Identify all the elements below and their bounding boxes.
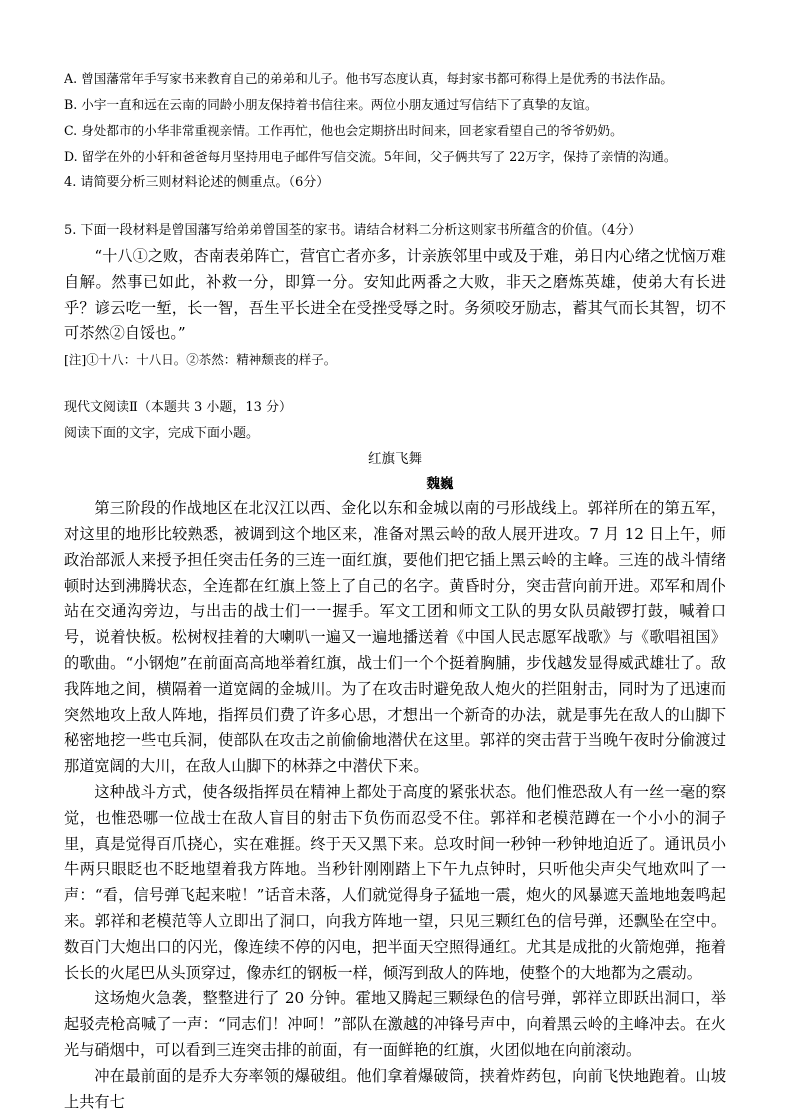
article-paragraph-1: 第三阶段的作战地区在北汉江以西、金化以东和金城以南的弓形战线上。郭祥所在的第五军，对这里的地形比较熟悉，被调到这个地区来，准备对黑云岭的敌人展开进攻。7 月 12 日上午，师政治部派人来授予担任突击任务的三连一面红旗，要他们把它插上黑云岭的主峰。三连的战斗情绪顿时达到沸腾状态，全连都在红旗上签上了自己的名字。黄昏时分，突击营向前开进。邓军和周仆站在交通沟旁边，与出击的战士们一一握手。军文工团和师文工队的男女队员敲锣打鼓，喊着口号，说着快板。松树杈挂着的大喇叭一遍又一遍地播送着《中国人民志愿军战歌》与《歌唱祖国》的歌曲。“小钢炮”在前面高高地举着红旗，战士们一个个挺着胸脯，步伐越发显得威武雄壮了。敌我阵地之间，横隔着一道宽阔的金城川。为了在攻击时避免敌人炮火的拦阻射击，同时为了迅速而突然地攻上敌人阵地，指挥员们费了许多心思，才想出一个新奇的办法，就是事先在敌人的山脚下秘密地挖一些屯兵洞，使部队在攻击之前偷偷地潜伏在这里。郭祥的突击营于当晚午夜时分偷渡过那道宽阔的大川，在敌人山脚下的林莽之中潜伏下来。	[64, 499, 726, 776]
spacer	[64, 373, 726, 395]
document-page	[64, 66, 726, 1115]
article-paragraph-2: 这种战斗方式，使各级指挥员在精神上都处于高度的紧张状态。他们惟恐敌人有一丝一毫的察觉，也惟恐哪一位战士在敌人盲目的射击下负伤而忍受不住。郭祥和老模范蹲在一个小小的洞子里，真是觉得百爪挠心，实在难捱。终于天又黑下来。总攻时间一秒钟一秒钟地迫近了。通讯员小牛两只眼眨也不眨地望着我方阵地。当秒针刚刚踏上下午九点钟时，只听他尖声尖气地欢叫了一声：“看，信号弹飞起来啦！”话音未落，人们就觉得身子猛地一震，炮火的风暴遮天盖地地轰鸣起来。郭祥和老模范等人立即出了洞口，向我方阵地一望，只见三颗红色的信号弹，还飘坠在空中。数百门大炮出口的闪光，像连续不停的闪电，把半面天空照得通红。尤其是成批的火箭炮弹，拖着长长的火尾巴从头顶穿过，像赤红的钢板一样，倾泻到敌人的阵地，使整个的大地都为之震动。	[64, 782, 726, 982]
article-author: 魏巍	[426, 476, 454, 493]
question-5-stem: 5. 下面一段材料是曾国藩写给弟弟曾国荃的家书。请结合材料二分析这则家书所蕴含的价值。（4分）	[64, 223, 642, 238]
question-5-quote: “十八①之败，杏南表弟阵亡，营官亡者亦多，计亲族邻里中或及于难，弟日内心绪之忧恼万难自解。然事已如此，补救一分，即算一分。安知此两番之大败，非天之磨炼英雄，使弟大有长进乎？谚云吃一堑，长一智，吾生平长进全在受挫受辱之时。务须咬牙励志，蓄其气而长其智，切不可苶然②自馁也。”	[64, 247, 726, 343]
option-d: D. 留学在外的小轩和爸爸每月坚持用电子邮件写信交流。5年间，父子俩共写了 22万字，保持了亲情的沟通。	[64, 149, 677, 164]
section-instruction: 阅读下面的文字，完成下面小题。	[64, 426, 260, 442]
section-heading: 现代文阅读Ⅱ（本题共 3 小题，13 分）	[64, 400, 293, 416]
option-a: A. 曾国藩常年手写家书来教育自己的弟弟和儿子。他书写态度认真，每封家书都可称得上是优秀的书法作品。	[64, 71, 674, 86]
question-4: 4. 请简要分析三则材料论述的侧重点。（6分）	[64, 175, 330, 190]
option-c: C. 身处都市的小华非常重视亲情。工作再忙，他也会定期挤出时间来，回老家看望自己的爷爷奶奶。	[64, 123, 623, 138]
spacer	[64, 196, 726, 218]
option-b: B. 小宇一直和远在云南的同龄小朋友保持着书信往来。两位小朋友通过写信结下了真挚的友谊。	[64, 97, 598, 112]
article-title: 红旗飞舞	[368, 451, 422, 468]
article-paragraph-4: 冲在最前面的是乔大夯率领的爆破组。他们拿着爆破筒，挟着炸药包，向前飞快地跑着。山坡上共有七	[64, 1066, 726, 1111]
article-paragraph-3: 这场炮火急袭，整整进行了 20 分钟。霍地又腾起三颗绿色的信号弹，郭祥立即跃出洞口，举起驳壳枪高喊了一声：“同志们！冲呵！”部队在激越的冲锋号声中，向着黑云岭的主峰冲去。在火光与硝烟中，可以看到三连突击排的前面，有一面鲜艳的红旗，火团似地在向前滚动。	[64, 989, 726, 1059]
question-5-note: [注]①十八：十八日。②苶然：精神颓丧的样子。	[64, 352, 337, 368]
